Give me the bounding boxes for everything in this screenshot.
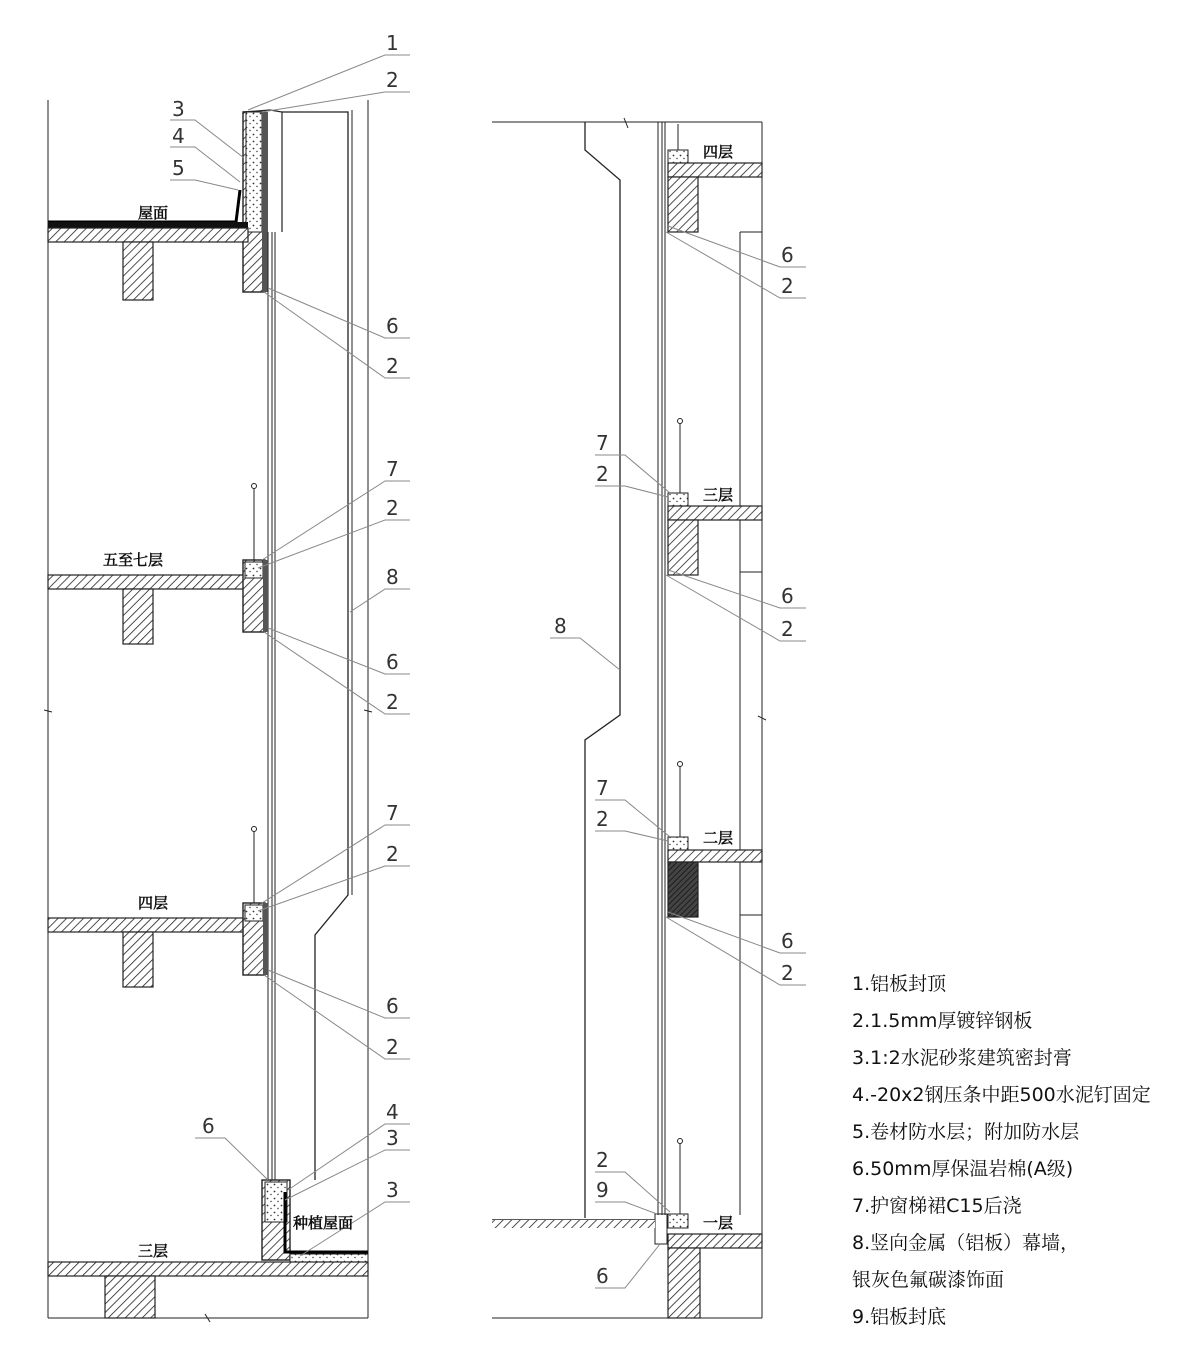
level-label-4-right: 四层 bbox=[703, 143, 734, 161]
callout-4: 4 bbox=[172, 124, 185, 148]
callout-8: 8 bbox=[386, 565, 399, 589]
callout-3: 3 bbox=[386, 1178, 399, 1202]
callout-6: 6 bbox=[386, 650, 399, 674]
level-label-3-left: 三层 bbox=[138, 1242, 169, 1260]
level-label-5to7: 五至七层 bbox=[103, 551, 164, 569]
callout-7: 7 bbox=[386, 801, 399, 825]
right-callouts bbox=[554, 243, 794, 1288]
callout-3: 3 bbox=[172, 97, 185, 121]
legend-item: 8.竖向金属（铝板）幕墙， bbox=[852, 1232, 1080, 1254]
callout-2: 2 bbox=[596, 807, 609, 831]
left-section bbox=[44, 100, 372, 1322]
legend-item: 5.卷材防水层；附加防水层 bbox=[852, 1121, 1080, 1143]
right-leaders bbox=[550, 226, 806, 1288]
callout-2: 2 bbox=[386, 690, 399, 714]
level-labels bbox=[103, 143, 733, 1260]
callout-7: 7 bbox=[386, 457, 399, 481]
callout-6: 6 bbox=[596, 1264, 609, 1288]
callout-2: 2 bbox=[781, 961, 794, 985]
callout-2: 2 bbox=[781, 274, 794, 298]
level-label-roof: 屋面 bbox=[138, 204, 169, 222]
left-callouts bbox=[172, 31, 399, 1202]
callout-6: 6 bbox=[202, 1114, 215, 1138]
callout-6: 6 bbox=[386, 314, 399, 338]
callout-2: 2 bbox=[386, 354, 399, 378]
callout-2: 2 bbox=[386, 496, 399, 520]
right-section bbox=[492, 118, 766, 1318]
legend-item: 4.-20x2钢压条中距500水泥钉固定 bbox=[852, 1084, 1151, 1106]
callout-6: 6 bbox=[386, 994, 399, 1018]
callout-8: 8 bbox=[554, 614, 567, 638]
callout-2: 2 bbox=[596, 462, 609, 486]
legend-item: 1.铝板封顶 bbox=[852, 973, 947, 995]
legend-item: 2.1.5mm厚镀锌钢板 bbox=[852, 1010, 1033, 1032]
callout-7: 7 bbox=[596, 431, 609, 455]
callout-2: 2 bbox=[781, 617, 794, 641]
level-label-3-right: 三层 bbox=[703, 486, 734, 504]
callout-2: 2 bbox=[596, 1148, 609, 1172]
callout-6: 6 bbox=[781, 584, 794, 608]
legend-item: 3.1:2水泥砂浆建筑密封膏 bbox=[852, 1047, 1072, 1069]
callout-6: 6 bbox=[781, 929, 794, 953]
callout-4: 4 bbox=[386, 1100, 399, 1124]
legend-item: 9.铝板封底 bbox=[852, 1306, 947, 1328]
callout-9: 9 bbox=[596, 1178, 609, 1202]
callout-2: 2 bbox=[386, 1035, 399, 1059]
callout-2: 2 bbox=[386, 68, 399, 92]
materials-legend bbox=[852, 968, 1151, 1338]
level-label-2-right: 二层 bbox=[703, 829, 734, 847]
legend-item: 6.50mm厚保温岩棉(A级) bbox=[852, 1158, 1074, 1180]
callout-6: 6 bbox=[781, 243, 794, 267]
level-label-1-right: 一层 bbox=[703, 1214, 734, 1232]
callout-1: 1 bbox=[386, 31, 399, 55]
level-label-4-left: 四层 bbox=[138, 894, 169, 912]
callout-7: 7 bbox=[596, 776, 609, 800]
callout-5: 5 bbox=[172, 156, 185, 180]
legend-item: 银灰色氟碳漆饰面 bbox=[852, 1269, 1005, 1291]
level-label-green-roof: 种植屋面 bbox=[293, 1214, 354, 1232]
callout-2: 2 bbox=[386, 842, 399, 866]
callout-3: 3 bbox=[386, 1126, 399, 1150]
legend-item: 7.护窗梯裙C15后浇 bbox=[852, 1195, 1022, 1217]
